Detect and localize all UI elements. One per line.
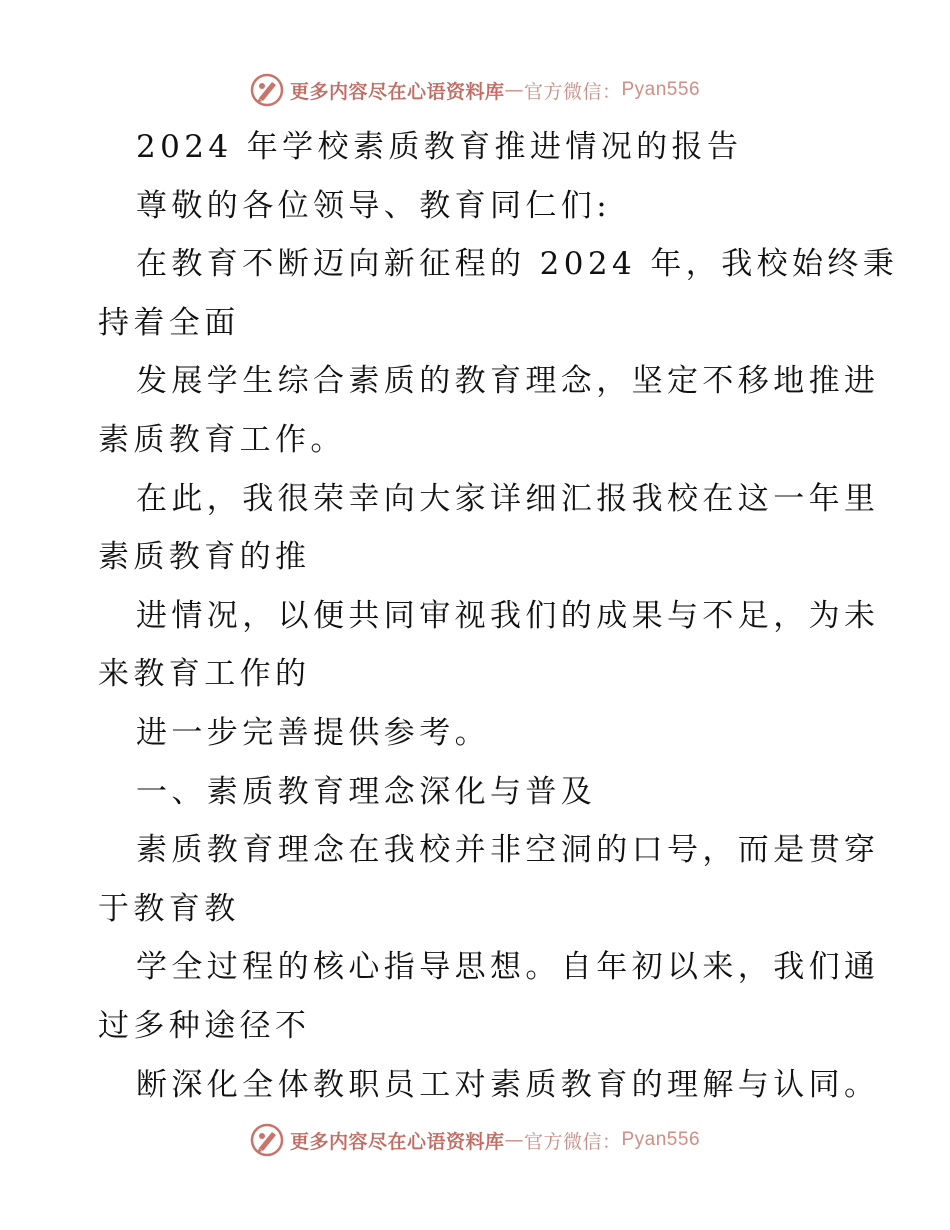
text-line: 在教育不断迈向新征程的 2024 年，我校始终秉 xyxy=(136,246,899,283)
section-heading: 一、素质教育理念深化与普及 xyxy=(136,773,597,810)
text-line: 尊敬的各位领导、教育同仁们: xyxy=(136,187,612,224)
watermark-dash: — xyxy=(504,79,524,101)
watermark-sub-text: 官方微信： xyxy=(523,80,622,103)
watermark-sub-text: 官方微信： xyxy=(523,1130,622,1153)
text-line: 学全过程的核心指导思想。自年初以来，我们通 xyxy=(136,949,880,986)
pen-logo-icon xyxy=(250,1123,284,1157)
text-line: 于教育教 xyxy=(98,890,240,927)
document-body xyxy=(98,118,899,1114)
pen-logo-icon xyxy=(250,73,284,107)
text-line: 素质教育理念在我校并非空洞的口号，而是贯穿 xyxy=(136,832,880,869)
text-line: 2024 年学校素质教育推进情况的报告 xyxy=(136,129,743,165)
text-line: 进情况，以便共同审视我们的成果与不足，为未 xyxy=(136,597,880,634)
text-line: 断深化全体教职员工对素质教育的理解与认同。 xyxy=(136,1066,880,1103)
text-line: 过多种途径不 xyxy=(98,1007,311,1044)
text-line: 来教育工作的 xyxy=(98,656,311,693)
watermark-wechat-id: Pyan556 xyxy=(621,79,701,100)
text-line: 持着全面 xyxy=(98,304,240,341)
watermark-main-text: 更多内容尽在心语资料库 xyxy=(289,80,505,103)
header-watermark xyxy=(0,70,950,110)
footer-watermark xyxy=(0,1120,950,1160)
text-line: 素质教育的推 xyxy=(98,539,311,576)
text-line: 素质教育工作。 xyxy=(98,421,346,458)
text-line: 在此，我很荣幸向大家详细汇报我校在这一年里 xyxy=(136,480,880,517)
watermark-dash: — xyxy=(504,1129,524,1151)
watermark-main-text: 更多内容尽在心语资料库 xyxy=(289,1130,505,1153)
watermark-wechat-id: Pyan556 xyxy=(621,1129,701,1150)
text-line: 进一步完善提供参考。 xyxy=(136,714,490,751)
text-line: 发展学生综合素质的教育理念，坚定不移地推进 xyxy=(136,363,880,400)
